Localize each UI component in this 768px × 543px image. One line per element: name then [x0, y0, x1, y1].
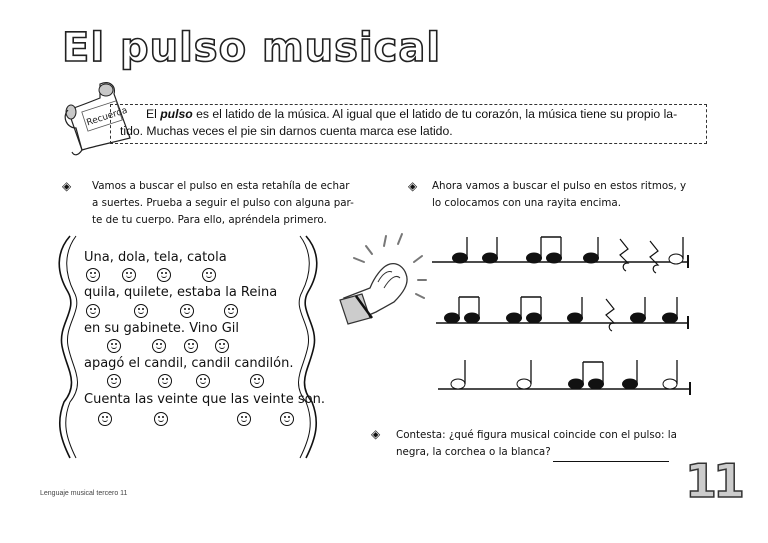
rhythm-staff-1 [430, 235, 700, 275]
recuerda-line1: es el latido de la música. Al igual que el latido de tu corazón, la música tiene su propio la- [192, 107, 678, 121]
smiley-face-icon [184, 339, 198, 353]
pulso-emphasis: pulso [160, 107, 193, 121]
answer-input[interactable] [553, 461, 669, 462]
recuerda-text [120, 106, 702, 140]
eighth-note-pair-icon [506, 297, 542, 324]
question-text [396, 427, 677, 461]
recuerda-line2: tido. Muchas veces el pie sin darnos cuenta marca ese latido. [120, 124, 453, 138]
verse-line: en su gabinete. Vino Gil [84, 321, 240, 336]
rhythm-staff-2 [430, 293, 700, 333]
half-note-icon [669, 237, 683, 264]
recuerda-tag: Recuerda [85, 105, 129, 129]
quarter-note-icon [482, 237, 498, 264]
diamond-bullet-icon: ◈ [371, 427, 381, 441]
smiley-face-icon [196, 374, 210, 388]
page-number: 11 [685, 454, 742, 508]
right-instruction [432, 178, 686, 212]
quarter-note-icon [630, 297, 646, 324]
quarter-rest-icon [650, 241, 658, 273]
rhythm-staff-3 [430, 358, 700, 398]
eighth-note-pair-icon [526, 237, 562, 264]
smiley-face-icon [237, 412, 251, 426]
instruction-line: Vamos a buscar el pulso en esta retahíla de echar [92, 180, 350, 192]
half-note-icon [451, 360, 465, 389]
verse-line: apagó el candil, candil candilón. [84, 356, 294, 371]
smiley-face-icon [86, 268, 100, 282]
footer-text: Lenguaje musical tercero 11 [40, 490, 128, 497]
smiley-face-icon [280, 412, 294, 426]
smiley-face-icon [215, 339, 229, 353]
smiley-face-icon [250, 374, 264, 388]
smiley-face-icon [202, 268, 216, 282]
quarter-note-icon [662, 297, 678, 324]
verse-line: quila, quilete, estaba la Reina [84, 285, 278, 300]
page-title: El pulso musical [62, 25, 442, 71]
question-line: negra, la corchea o la blanca? [396, 446, 551, 458]
smiley-face-icon [107, 339, 121, 353]
smiley-face-icon [224, 304, 238, 318]
smiley-face-icon [98, 412, 112, 426]
diamond-bullet-icon: ◈ [408, 179, 418, 193]
smiley-face-icon [107, 374, 121, 388]
verse-line: Una, dola, tela, catola [84, 250, 227, 265]
recuerda-prefix: El [146, 107, 161, 121]
eighth-note-pair-icon [444, 297, 480, 324]
clapping-hands-icon [334, 228, 429, 328]
left-instruction [92, 178, 354, 229]
quarter-rest-icon [620, 239, 628, 271]
instruction-line: a suertes. Prueba a seguir el pulso con alguna par- [92, 197, 354, 209]
quarter-note-icon [583, 237, 599, 264]
quarter-note-icon [567, 297, 583, 324]
half-note-icon [517, 360, 531, 389]
smiley-face-icon [154, 412, 168, 426]
diamond-bullet-icon: ◈ [62, 179, 72, 193]
quarter-note-icon [622, 360, 638, 390]
smiley-face-icon [152, 339, 166, 353]
smiley-face-icon [180, 304, 194, 318]
half-note-icon [663, 360, 677, 389]
instruction-line: te de tu cuerpo. Para ello, apréndela primero. [92, 214, 327, 226]
eighth-note-pair-icon [568, 362, 604, 390]
instruction-line: lo colocamos con una rayita encima. [432, 197, 622, 209]
smiley-face-icon [86, 304, 100, 318]
smiley-face-icon [158, 374, 172, 388]
smiley-face-icon [122, 268, 136, 282]
smiley-face-icon [157, 268, 171, 282]
instruction-line: Ahora vamos a buscar el pulso en estos ritmos, y [432, 180, 687, 192]
quarter-rest-icon [606, 299, 614, 331]
verse-line: Cuenta las veinte que las veinte son. [84, 392, 325, 407]
smiley-face-icon [134, 304, 148, 318]
question-line: Contesta: ¿qué figura musical coincide con el pulso: la [396, 429, 677, 441]
quarter-note-icon [452, 237, 468, 264]
